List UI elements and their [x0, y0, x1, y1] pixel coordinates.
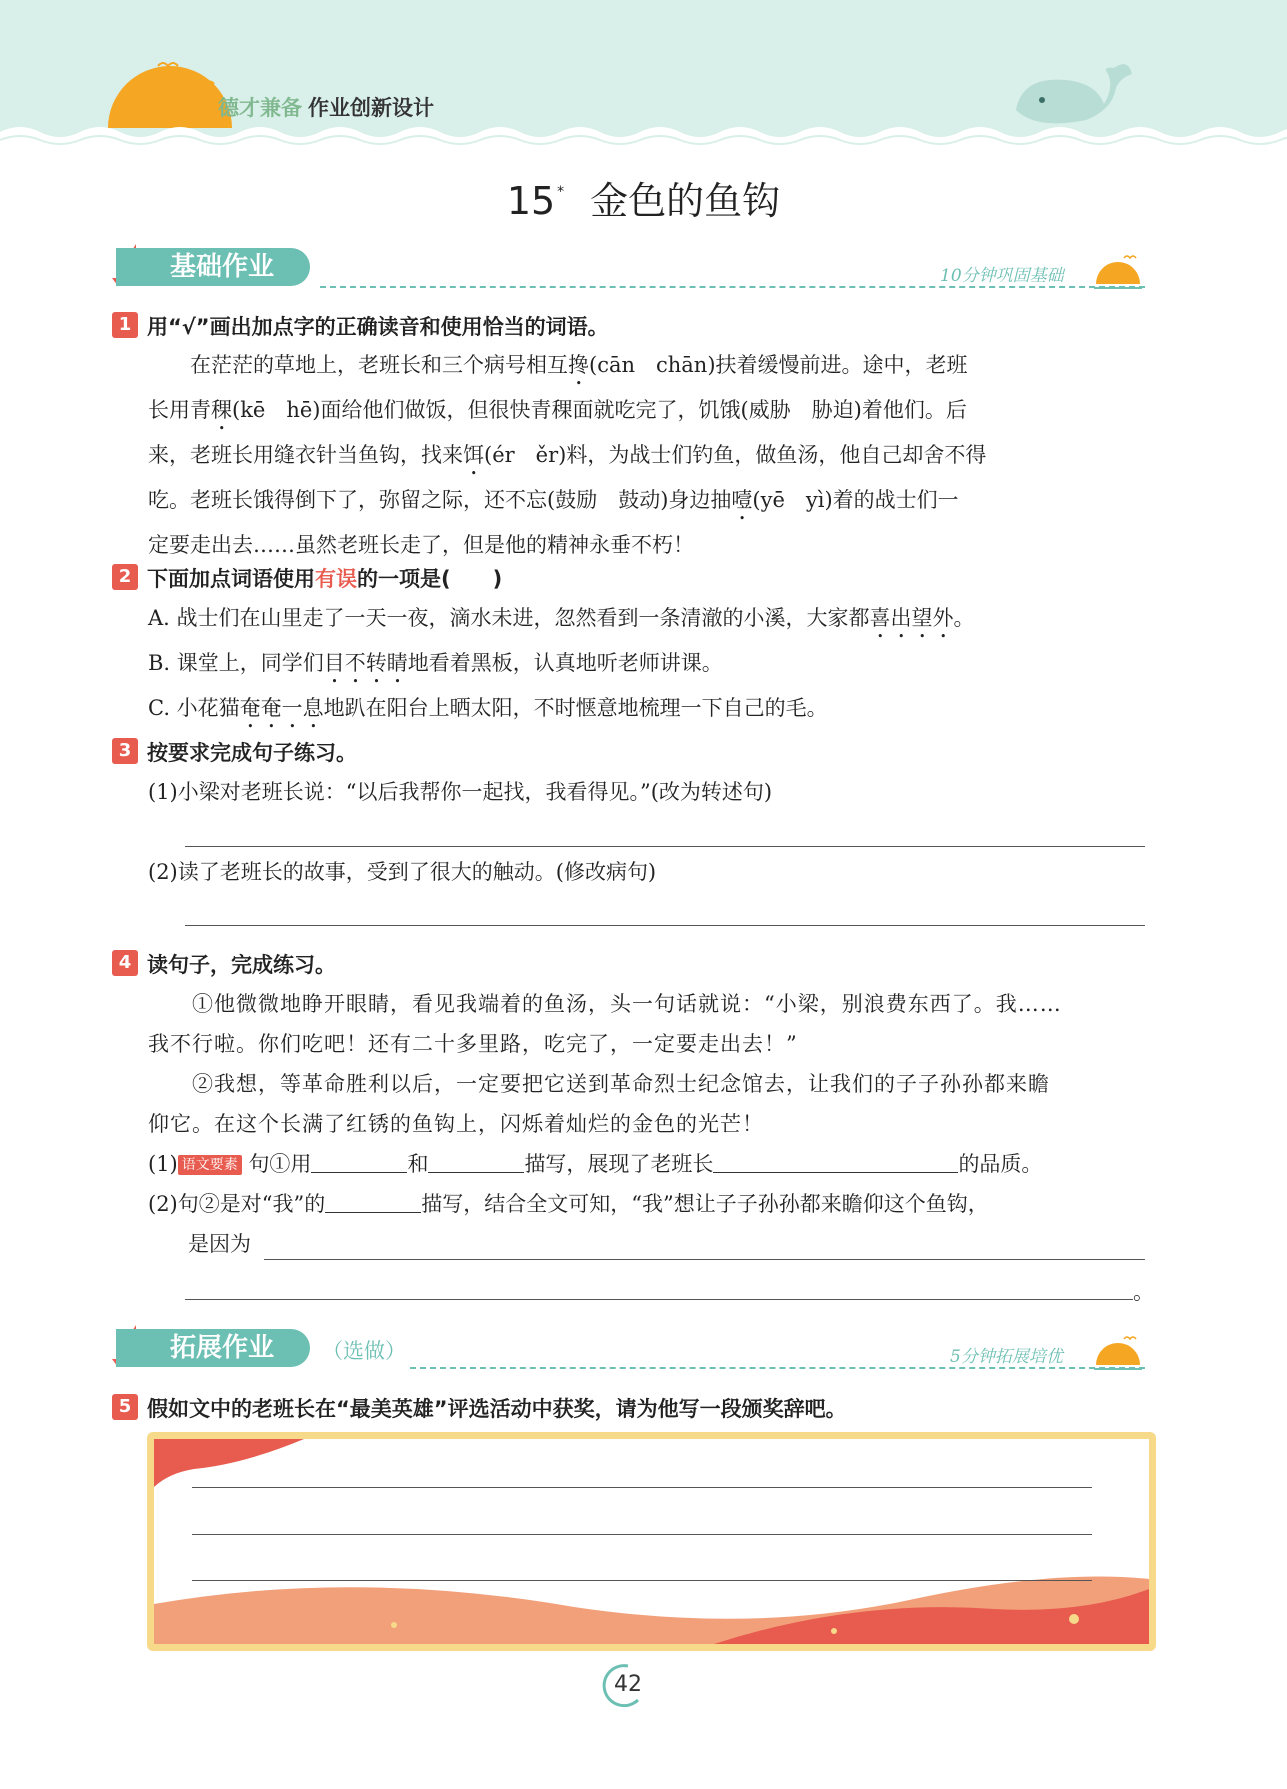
question-3-stem: 按要求完成句子练习。	[147, 741, 357, 765]
page-number: 42	[614, 1672, 642, 1697]
question-3-item-1: (1)小梁对老班长说：“以后我帮你一起找，我看得见。”(改为转述句)	[148, 780, 773, 804]
question-number-3: 3	[112, 738, 138, 764]
option-c[interactable]: C. 小花猫奄奄一息地趴在阳台上晒太阳，不时惬意地梳理一下自己的毛。	[148, 696, 828, 720]
question-5-stem: 假如文中的老班长在“最美英雄”评选活动中获奖，请为他写一段颁奖辞吧。	[147, 1397, 847, 1421]
sentence-end-mark: 。	[1133, 1280, 1154, 1304]
section-extend-note: （选做）	[322, 1339, 406, 1363]
answer-line[interactable]	[185, 925, 1145, 926]
passage-line: 我不行啦。你们吃吧！还有二十多里路，吃完了，一定要走出去！”	[148, 1032, 798, 1056]
brand-title	[218, 92, 434, 122]
option-a[interactable]: A. 战士们在山里走了一天一夜，滴水未进，忽然看到一条清澈的小溪，大家都喜出望外。	[148, 606, 975, 630]
passage-line: 来，老班长用缝衣针当鱼钩，找来饵(ér ěr)料，为战士们钓鱼，做鱼汤，他自己却舍不得	[148, 443, 987, 467]
question-4-sub-1: (1) 语文要素 句①用 和 描写，展现了老班长 的品质。	[148, 1152, 1043, 1176]
lesson-title	[0, 170, 1287, 225]
question-1-stem: 用“√”画出加点字的正确读音和使用恰当的词语。	[147, 315, 609, 339]
question-number-4: 4	[112, 950, 138, 976]
section-basic-time: 10分钟巩固基础	[940, 266, 1064, 286]
question-4-because: 是因为	[188, 1232, 251, 1256]
writing-line[interactable]	[192, 1487, 1092, 1488]
question-1-passage	[148, 345, 1148, 565]
award-speech-box[interactable]	[147, 1432, 1156, 1651]
question-2-options	[148, 598, 1148, 733]
blank-field[interactable]	[428, 1150, 524, 1173]
blank-field[interactable]	[325, 1190, 421, 1213]
whale-icon	[1016, 64, 1132, 123]
passage-line: 仰它。在这个长满了红锈的鱼钩上，闪烁着灿烂的金色的光芒！	[148, 1112, 764, 1136]
section-basic-label: 基础作业	[116, 248, 310, 286]
question-2-stem: 下面加点词语使用有误的一项是( )	[147, 567, 503, 591]
answer-line[interactable]	[185, 1299, 1133, 1300]
question-3-item-2: (2)读了老班长的故事，受到了很大的触动。(修改病句)	[148, 860, 657, 884]
passage-line: 在茫茫的草地上，老班长和三个病号相互搀(cān chān)扶着缓慢前进。途中，老班	[148, 353, 968, 377]
writing-line[interactable]	[192, 1534, 1092, 1535]
bird-icon	[158, 63, 178, 66]
section-basic-divider	[320, 286, 1145, 288]
language-element-badge: 语文要素	[178, 1155, 242, 1175]
question-number-5: 5	[112, 1394, 138, 1420]
header-decoration	[0, 0, 1287, 160]
passage-line: 吃。老班长饿得倒下了，弥留之际，还不忘(鼓励 鼓动)身边抽噎(yē yì)着的战士们一	[148, 488, 959, 512]
writing-line[interactable]	[192, 1580, 1092, 1581]
lesson-mark: *	[557, 184, 565, 200]
sun-icon	[108, 66, 232, 128]
blank-field[interactable]	[311, 1150, 407, 1173]
box-decoration	[154, 1439, 1149, 1644]
small-sun-icon	[1092, 1333, 1144, 1373]
section-extend-divider	[410, 1367, 1145, 1369]
answer-line[interactable]	[185, 846, 1145, 847]
question-4-sub-2: (2)句②是对“我”的 描写，结合全文可知，“我”想让子子孙孙都来瞻仰这个鱼钩，	[148, 1192, 989, 1216]
passage-line: 长用青稞(kē hē)面给他们做饭，但很快青稞面就吃完了，饥饿(威胁 胁迫)着他们。后	[148, 398, 967, 422]
brand-subtitle: 作业创新设计	[308, 96, 434, 120]
lesson-number: 15	[506, 179, 556, 223]
section-extend-time: 5分钟拓展培优	[950, 1347, 1063, 1367]
small-sun-icon	[1092, 252, 1144, 292]
brand-name: 德才兼备	[218, 96, 302, 120]
question-4-passage	[148, 984, 1148, 1144]
answer-line[interactable]	[264, 1259, 1145, 1260]
question-number-1: 1	[112, 312, 138, 338]
passage-line: ②我想，等革命胜利以后，一定要把它送到革命烈士纪念馆去，让我们的子子孙孙都来瞻	[148, 1072, 1050, 1096]
passage-line: 定要走出去……虽然老班长走了，但是他的精神永垂不朽！	[148, 533, 694, 557]
blank-field[interactable]	[713, 1150, 958, 1173]
question-4-stem: 读句子，完成练习。	[147, 953, 336, 977]
lesson-name: 金色的鱼钩	[590, 179, 781, 223]
question-number-2: 2	[112, 564, 138, 590]
passage-line: ①他微微地睁开眼睛，看见我端着的鱼汤，头一句话就说：“小梁，别浪费东西了。我……	[148, 992, 1062, 1016]
emphasis-wrong: 有误	[315, 567, 357, 591]
section-extend-label: 拓展作业	[116, 1329, 310, 1367]
option-b[interactable]: B. 课堂上，同学们目不转睛地看着黑板，认真地听老师讲课。	[148, 651, 723, 675]
